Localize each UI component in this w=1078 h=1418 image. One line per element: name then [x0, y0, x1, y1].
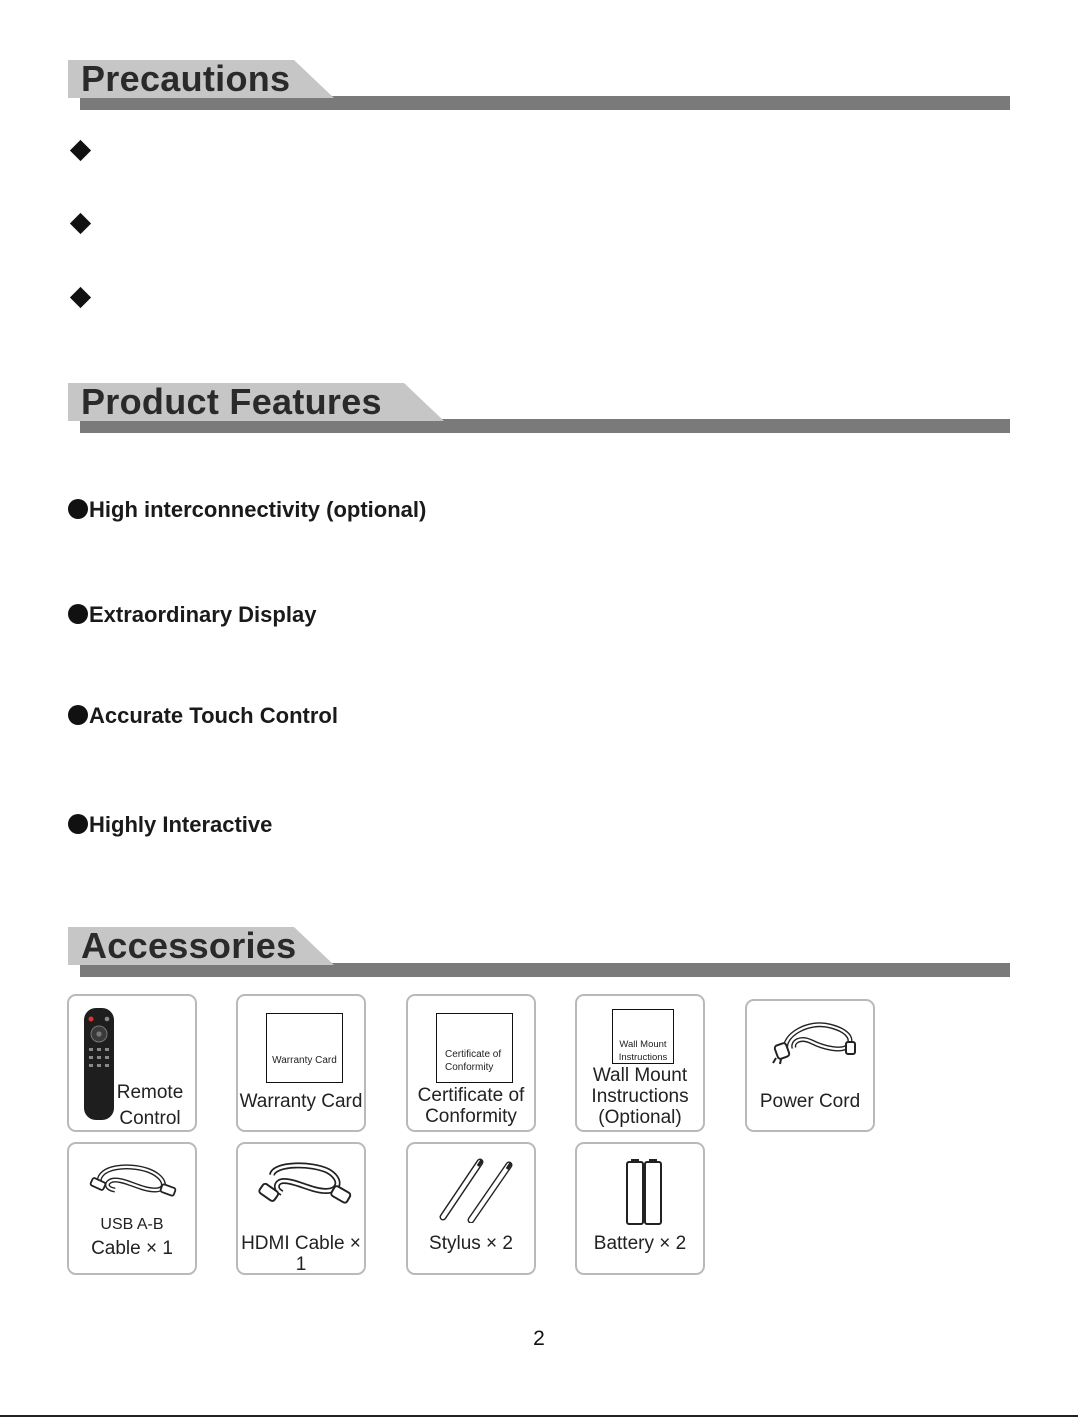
accessory-label: HDMI Cable × 1: [241, 1233, 361, 1275]
accessory-card-hdmi-cable: [236, 1142, 366, 1275]
page-number: 2: [533, 1327, 545, 1350]
stylus-icon: [434, 1157, 514, 1223]
feature-heading: High interconnectivity (optional): [68, 497, 426, 523]
accessory-card-stylus: [406, 1142, 536, 1275]
warranty-card-document-icon: Warranty Card: [266, 1013, 343, 1083]
accessory-card-wall-mount-instructions: [575, 994, 705, 1132]
product-features-header: [68, 383, 1010, 433]
battery-icon: [624, 1158, 664, 1228]
accessory-label: Cable × 1: [91, 1238, 173, 1259]
accessory-label: Certificate of Conformity: [417, 1085, 525, 1127]
certificate-document-icon: Certificate of Conformity: [436, 1013, 513, 1083]
bullet-diamond-icon: [70, 287, 91, 308]
accessory-card-remote-control: [67, 994, 197, 1132]
accessory-label: Power Cord: [759, 1091, 861, 1112]
section-title: Product Features: [81, 381, 382, 422]
section-title: Accessories: [81, 925, 297, 966]
accessory-label: Stylus × 2: [429, 1233, 513, 1254]
bullet-diamond-icon: [70, 213, 91, 234]
accessory-label: Wall Mount Instructions (Optional): [591, 1065, 689, 1128]
feature-heading: Highly Interactive: [68, 812, 272, 838]
accessory-card-power-cord: [745, 999, 875, 1132]
bullet-dot-icon: [68, 814, 88, 834]
accessory-label: Warranty Card: [239, 1091, 363, 1112]
bullet-diamond-icon: [70, 140, 91, 161]
section-title: Precautions: [81, 58, 291, 99]
accessory-card-warranty-card: [236, 994, 366, 1132]
feature-heading: Accurate Touch Control: [68, 703, 338, 729]
accessory-label: Remote Control: [116, 1082, 184, 1129]
bullet-dot-icon: [68, 604, 88, 624]
bullet-dot-icon: [68, 499, 88, 519]
accessory-card-certificate-of-conformity: [406, 994, 536, 1132]
power-cord-icon: [768, 1018, 860, 1066]
accessory-label: Battery × 2: [593, 1233, 687, 1254]
feature-heading: Extraordinary Display: [68, 602, 316, 628]
accessory-card-usb-ab-cable: [67, 1142, 197, 1275]
hdmi-cable-icon: [256, 1161, 352, 1207]
usb-cable-icon: [85, 1160, 181, 1202]
bottom-rule: [0, 1415, 1078, 1417]
accessories-header: [68, 927, 1010, 977]
precautions-header: [68, 60, 1010, 110]
accessory-label: USB A-B: [100, 1216, 164, 1233]
accessory-card-battery: [575, 1142, 705, 1275]
wall-mount-document-icon: Wall Mount Instructions: [612, 1009, 674, 1064]
bullet-dot-icon: [68, 705, 88, 725]
